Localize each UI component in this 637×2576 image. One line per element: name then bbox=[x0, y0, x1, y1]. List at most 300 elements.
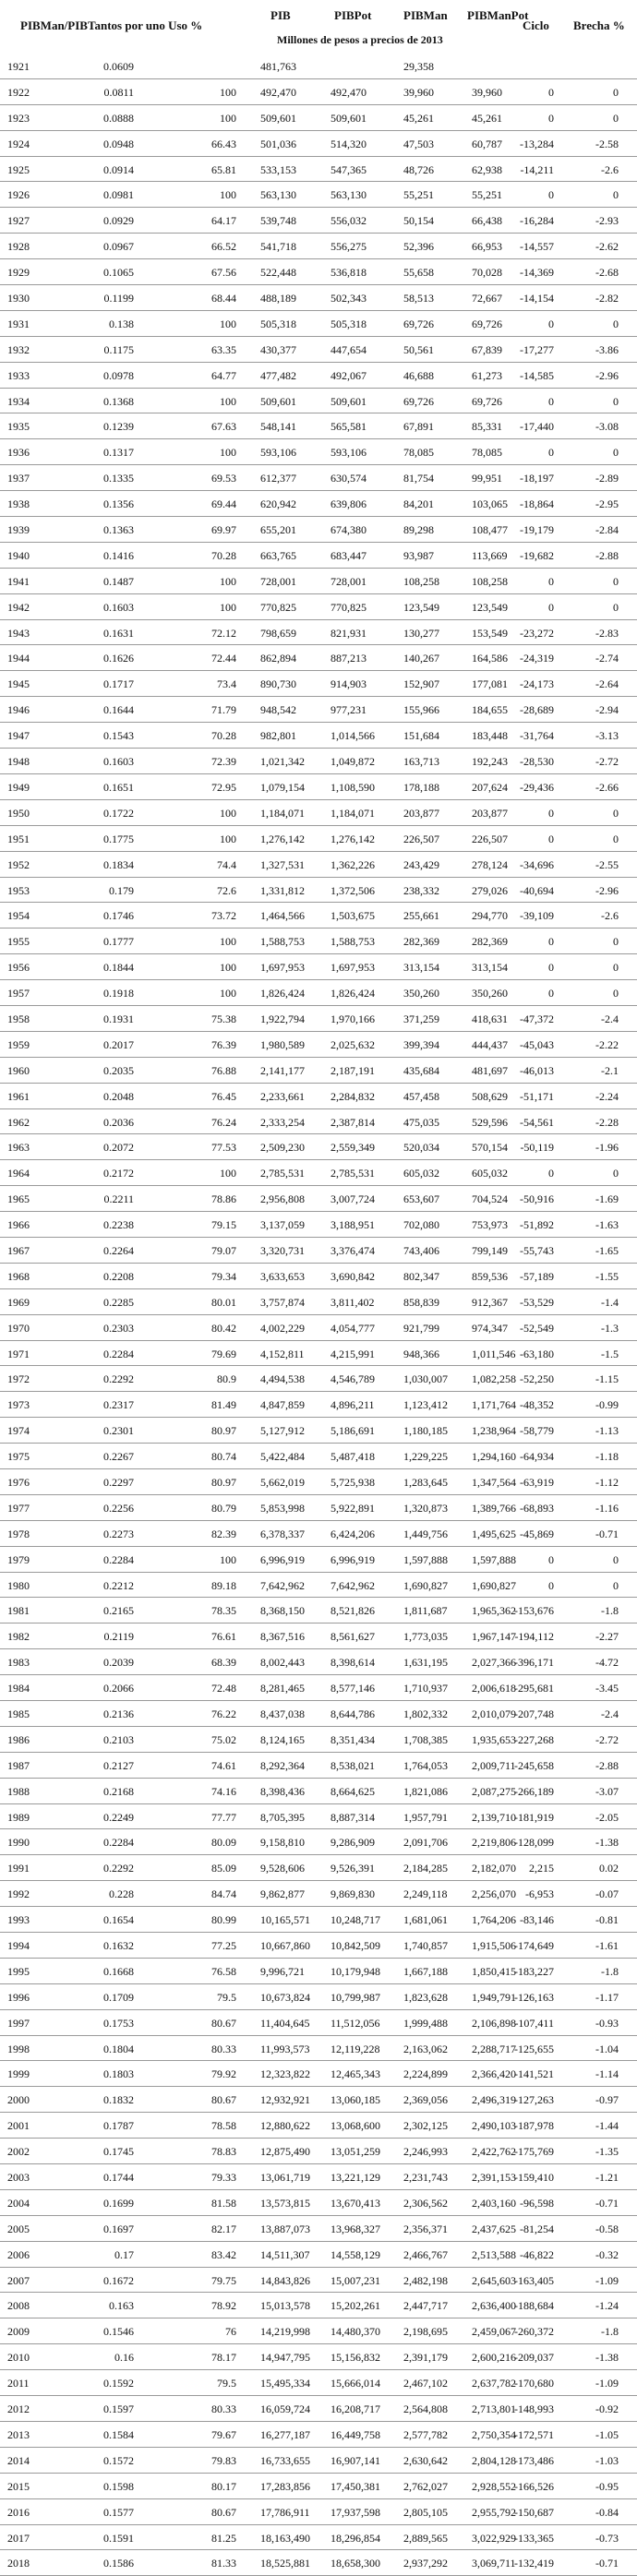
brecha-cell: 0 bbox=[613, 85, 619, 99]
brecha-cell: -3.07 bbox=[595, 1784, 619, 1798]
pibman-cell: 255,661 bbox=[403, 909, 439, 923]
uso-cell: 79.07 bbox=[211, 1243, 236, 1257]
pibpot-cell: 8,398,614 bbox=[331, 1656, 375, 1670]
pibman-cell: 203,877 bbox=[403, 806, 439, 820]
pibpot-cell: 563,130 bbox=[331, 188, 367, 202]
pibman-ratio-cell: 0.0967 bbox=[103, 240, 134, 254]
brecha-cell: 0 bbox=[613, 1167, 619, 1180]
year-cell: 1923 bbox=[7, 111, 30, 125]
pibman-cell: 178,188 bbox=[403, 780, 439, 794]
pib-cell: 563,130 bbox=[260, 188, 296, 202]
table-row bbox=[0, 2525, 637, 2551]
pibman-ratio-cell: 0.0981 bbox=[103, 188, 134, 202]
table-row bbox=[0, 157, 637, 183]
pib-cell: 18,525,881 bbox=[260, 2557, 310, 2570]
year-cell: 1989 bbox=[7, 1810, 30, 1824]
pibman-cell: 1,999,488 bbox=[403, 2016, 448, 2030]
ciclo-cell: 0 bbox=[548, 961, 554, 975]
pibman-ratio-cell: 0.2035 bbox=[103, 1063, 134, 1077]
brecha-cell: -3.86 bbox=[595, 342, 619, 356]
year-cell: 1997 bbox=[7, 2016, 30, 2030]
brecha-cell: -1.4 bbox=[601, 1295, 619, 1309]
pibman-ratio-cell: 0.1317 bbox=[103, 446, 134, 460]
pibmanpot-cell: 1,949,791 bbox=[472, 1990, 516, 2004]
pibmanpot-cell: 1,294,160 bbox=[472, 1450, 516, 1464]
pibpot-cell: 3,188,951 bbox=[331, 1218, 375, 1232]
pib-cell: 16,059,724 bbox=[260, 2402, 310, 2416]
year-cell: 1983 bbox=[7, 1656, 30, 1670]
pibman-ratio-cell: 0.1572 bbox=[103, 2453, 134, 2467]
ciclo-cell: -14,154 bbox=[520, 292, 554, 306]
year-cell: 1964 bbox=[7, 1167, 30, 1180]
pibman-ratio-cell: 0.2103 bbox=[103, 1732, 134, 1746]
pibpot-cell: 13,060,185 bbox=[331, 2093, 380, 2107]
table-row bbox=[0, 79, 637, 105]
pibmanpot-cell: 1,850,415 bbox=[472, 1964, 516, 1978]
pib-cell: 8,398,436 bbox=[260, 1784, 305, 1798]
pibpot-cell: 509,601 bbox=[331, 394, 367, 408]
pibpot-cell: 1,108,590 bbox=[331, 780, 375, 794]
pibman-cell: 1,811,687 bbox=[403, 1604, 448, 1618]
header-ciclo: Ciclo bbox=[523, 18, 549, 32]
pibman-ratio-cell: 0.2036 bbox=[103, 1115, 134, 1129]
brecha-cell: -1.15 bbox=[595, 1372, 619, 1386]
brecha-cell: -0.71 bbox=[595, 2557, 619, 2570]
ciclo-cell: -58,779 bbox=[520, 1424, 554, 1438]
header-pibman: PIBMan bbox=[403, 8, 448, 22]
table-row bbox=[0, 1779, 637, 1804]
brecha-cell: -1.3 bbox=[601, 1321, 619, 1335]
uso-cell: 76.88 bbox=[211, 1063, 236, 1077]
uso-cell: 79.34 bbox=[211, 1269, 236, 1283]
pibpot-cell: 13,221,129 bbox=[331, 2171, 380, 2185]
uso-cell: 77.25 bbox=[211, 1939, 236, 1953]
year-cell: 2005 bbox=[7, 2222, 30, 2235]
pibpot-cell: 447,654 bbox=[331, 342, 367, 356]
pibmanpot-cell: 2,366,420 bbox=[472, 2067, 516, 2081]
brecha-cell: -2.28 bbox=[595, 1115, 619, 1129]
pibmanpot-cell: 2,391,153 bbox=[472, 2171, 516, 2185]
pib-cell: 2,785,531 bbox=[260, 1167, 305, 1180]
brecha-cell: -0.92 bbox=[595, 2402, 619, 2416]
pibmanpot-cell: 183,448 bbox=[472, 729, 508, 743]
pibpot-cell: 505,318 bbox=[331, 317, 367, 330]
ciclo-cell: -128,099 bbox=[514, 1836, 554, 1850]
pibman-ratio-cell: 0.1603 bbox=[103, 600, 134, 614]
year-cell: 2015 bbox=[7, 2479, 30, 2493]
pib-cell: 477,482 bbox=[260, 368, 296, 382]
table-row bbox=[0, 2550, 637, 2576]
pibman-ratio-cell: 0.1586 bbox=[103, 2557, 134, 2570]
pibpot-cell: 3,690,842 bbox=[331, 1269, 375, 1283]
pibman-ratio-cell: 0.1834 bbox=[103, 857, 134, 871]
table-row bbox=[0, 1495, 637, 1521]
brecha-cell: -1.09 bbox=[595, 2377, 619, 2390]
ciclo-cell: 0 bbox=[548, 832, 554, 845]
pibman-ratio-cell: 0.2072 bbox=[103, 1141, 134, 1155]
ciclo-cell: -14,211 bbox=[520, 162, 554, 176]
table-row bbox=[0, 594, 637, 620]
table-row bbox=[0, 2448, 637, 2474]
pibmanpot-cell: 164,586 bbox=[472, 652, 508, 665]
uso-cell: 64.77 bbox=[211, 368, 236, 382]
brecha-cell: -2.89 bbox=[595, 472, 619, 485]
pib-cell: 2,333,254 bbox=[260, 1115, 305, 1129]
pibman-cell: 2,198,695 bbox=[403, 2325, 448, 2339]
year-cell: 1933 bbox=[7, 368, 30, 382]
uso-cell: 80.17 bbox=[211, 2479, 236, 2493]
uso-cell: 72.44 bbox=[211, 652, 236, 665]
brecha-cell: -2.1 bbox=[601, 1063, 619, 1077]
year-cell: 1972 bbox=[7, 1372, 30, 1386]
year-cell: 1944 bbox=[7, 652, 30, 665]
pib-cell: 522,448 bbox=[260, 266, 296, 280]
brecha-cell: -2.4 bbox=[601, 1012, 619, 1025]
uso-cell: 67.63 bbox=[211, 420, 236, 434]
brecha-cell: -1.35 bbox=[595, 2145, 619, 2159]
pibpot-cell: 14,558,129 bbox=[331, 2247, 380, 2261]
ciclo-cell: -40,694 bbox=[520, 883, 554, 897]
pibpot-cell: 2,785,531 bbox=[331, 1167, 375, 1180]
pibman-cell: 69,726 bbox=[403, 317, 434, 330]
year-cell: 1980 bbox=[7, 1578, 30, 1592]
uso-cell: 67.56 bbox=[211, 266, 236, 280]
table-row bbox=[0, 2370, 637, 2396]
pibman-ratio-cell: 0.1626 bbox=[103, 652, 134, 665]
uso-cell: 72.48 bbox=[211, 1682, 236, 1695]
year-cell: 1974 bbox=[7, 1424, 30, 1438]
year-cell: 1993 bbox=[7, 1913, 30, 1927]
pibpot-cell: 8,561,627 bbox=[331, 1630, 375, 1644]
ciclo-cell: 0 bbox=[548, 85, 554, 99]
table-row bbox=[0, 1366, 637, 1392]
uso-cell: 100 bbox=[220, 832, 236, 845]
brecha-cell: -1.55 bbox=[595, 1269, 619, 1283]
brecha-cell: -0.95 bbox=[595, 2479, 619, 2493]
year-cell: 2012 bbox=[7, 2402, 30, 2416]
pibman-cell: 921,799 bbox=[403, 1321, 439, 1335]
uso-cell: 85.09 bbox=[211, 1862, 236, 1875]
pibpot-cell: 556,032 bbox=[331, 214, 367, 228]
pibmanpot-cell: 1,082,258 bbox=[472, 1372, 516, 1386]
pibman-cell: 653,607 bbox=[403, 1192, 439, 1206]
ciclo-cell: -175,769 bbox=[514, 2145, 554, 2159]
pibmanpot-cell: 226,507 bbox=[472, 832, 508, 845]
ciclo-cell: -24,319 bbox=[520, 652, 554, 665]
pib-cell: 948,542 bbox=[260, 703, 296, 717]
table-row bbox=[0, 1598, 637, 1623]
pibmanpot-cell: 1,935,653 bbox=[472, 1732, 516, 1746]
pibman-ratio-cell: 0.1722 bbox=[103, 806, 134, 820]
brecha-cell: -0.32 bbox=[595, 2247, 619, 2261]
pibmanpot-cell: 481,697 bbox=[472, 1063, 508, 1077]
pib-cell: 6,378,337 bbox=[260, 1527, 305, 1540]
pibmanpot-cell: 55,251 bbox=[472, 188, 502, 202]
uso-cell: 77.53 bbox=[211, 1141, 236, 1155]
pib-cell: 548,141 bbox=[260, 420, 296, 434]
year-cell: 1947 bbox=[7, 729, 30, 743]
table-row bbox=[0, 2318, 637, 2344]
year-cell: 1924 bbox=[7, 137, 30, 150]
uso-cell: 82.17 bbox=[211, 2222, 236, 2235]
pib-cell: 3,757,874 bbox=[260, 1295, 305, 1309]
ciclo-cell: 0 bbox=[548, 111, 554, 125]
table-row bbox=[0, 929, 637, 954]
ciclo-cell: 0 bbox=[548, 600, 554, 614]
pibman-cell: 1,449,756 bbox=[403, 1527, 448, 1540]
pibman-cell: 50,561 bbox=[403, 342, 434, 356]
brecha-cell: -0.99 bbox=[595, 1398, 619, 1412]
year-cell: 1969 bbox=[7, 1295, 30, 1309]
ciclo-cell: -6,953 bbox=[525, 1887, 554, 1901]
pibman-cell: 2,369,056 bbox=[403, 2093, 448, 2107]
year-cell: 1950 bbox=[7, 806, 30, 820]
pibman-cell: 1,283,645 bbox=[403, 1475, 448, 1489]
uso-cell: 80.33 bbox=[211, 2402, 236, 2416]
uso-cell: 80.01 bbox=[211, 1295, 236, 1309]
ciclo-cell: -183,227 bbox=[514, 1964, 554, 1978]
ciclo-cell: -153,676 bbox=[514, 1604, 554, 1618]
year-cell: 1922 bbox=[7, 85, 30, 99]
pibman-cell: 84,201 bbox=[403, 497, 434, 511]
pibmanpot-cell: 2,637,782 bbox=[472, 2377, 516, 2390]
pibmanpot-cell: 2,713,801 bbox=[472, 2402, 516, 2416]
pibmanpot-cell: 1,764,206 bbox=[472, 1913, 516, 1927]
brecha-cell: -1.65 bbox=[595, 1243, 619, 1257]
brecha-cell: -1.38 bbox=[595, 1836, 619, 1850]
table-row bbox=[0, 131, 637, 157]
pibman-cell: 108,258 bbox=[403, 574, 439, 588]
pibman-cell: 1,802,332 bbox=[403, 1707, 448, 1720]
uso-cell: 72.12 bbox=[211, 626, 236, 640]
pibman-cell: 605,032 bbox=[403, 1167, 439, 1180]
pibman-cell: 1,123,412 bbox=[403, 1398, 448, 1412]
pib-cell: 14,947,795 bbox=[260, 2351, 310, 2365]
pib-cell: 8,292,364 bbox=[260, 1758, 305, 1772]
pib-cell: 2,141,177 bbox=[260, 1063, 305, 1077]
pibpot-cell: 556,275 bbox=[331, 240, 367, 254]
pibmanpot-cell: 704,524 bbox=[472, 1192, 508, 1206]
table-row bbox=[0, 234, 637, 259]
pib-cell: 492,470 bbox=[260, 85, 296, 99]
pibmanpot-cell: 313,154 bbox=[472, 961, 508, 975]
pibpot-cell: 1,014,566 bbox=[331, 729, 375, 743]
brecha-cell: 0 bbox=[613, 600, 619, 614]
pibman-ratio-cell: 0.1065 bbox=[103, 266, 134, 280]
pib-cell: 798,659 bbox=[260, 626, 296, 640]
pib-cell: 509,601 bbox=[260, 394, 296, 408]
pibpot-cell: 8,351,434 bbox=[331, 1732, 375, 1746]
pibman-cell: 743,406 bbox=[403, 1243, 439, 1257]
ciclo-cell: -34,696 bbox=[520, 857, 554, 871]
pibmanpot-cell: 2,459,067 bbox=[472, 2325, 516, 2339]
uso-cell: 74.61 bbox=[211, 1758, 236, 1772]
pibman-ratio-cell: 0.1931 bbox=[103, 1012, 134, 1025]
table-row bbox=[0, 954, 637, 980]
brecha-cell: -3.08 bbox=[595, 420, 619, 434]
pibman-cell: 313,154 bbox=[403, 961, 439, 975]
ciclo-cell: -295,681 bbox=[514, 1682, 554, 1695]
year-cell: 1965 bbox=[7, 1192, 30, 1206]
uso-cell: 78.83 bbox=[211, 2145, 236, 2159]
year-cell: 1971 bbox=[7, 1347, 30, 1360]
pibmanpot-cell: 67,839 bbox=[472, 342, 502, 356]
pibman-cell: 226,507 bbox=[403, 832, 439, 845]
year-cell: 1959 bbox=[7, 1037, 30, 1051]
pibmanpot-cell: 72,667 bbox=[472, 292, 502, 306]
uso-cell: 69.97 bbox=[211, 523, 236, 537]
pibman-ratio-cell: 0.1597 bbox=[103, 2402, 134, 2416]
uso-cell: 100 bbox=[220, 574, 236, 588]
pib-cell: 13,061,719 bbox=[260, 2171, 310, 2185]
ciclo-cell: -19,682 bbox=[520, 548, 554, 562]
pib-cell: 728,001 bbox=[260, 574, 296, 588]
table-row bbox=[0, 1109, 637, 1135]
uso-cell: 76.22 bbox=[211, 1707, 236, 1720]
year-cell: 1934 bbox=[7, 394, 30, 408]
year-cell: 2001 bbox=[7, 2119, 30, 2133]
pibman-cell: 67,891 bbox=[403, 420, 434, 434]
table-row bbox=[0, 2164, 637, 2190]
uso-cell: 100 bbox=[220, 806, 236, 820]
pibpot-cell: 5,186,691 bbox=[331, 1424, 375, 1438]
ciclo-cell: -68,893 bbox=[520, 1501, 554, 1515]
pib-cell: 539,748 bbox=[260, 214, 296, 228]
pibman-cell: 457,458 bbox=[403, 1089, 439, 1103]
pibman-ratio-cell: 0.2317 bbox=[103, 1398, 134, 1412]
pibpot-cell: 502,343 bbox=[331, 292, 367, 306]
pib-cell: 5,422,484 bbox=[260, 1450, 305, 1464]
uso-cell: 80.74 bbox=[211, 1450, 236, 1464]
pibpot-cell: 15,007,231 bbox=[331, 2273, 380, 2287]
pibmanpot-cell: 153,549 bbox=[472, 626, 508, 640]
pibman-ratio-cell: 0.2172 bbox=[103, 1167, 134, 1180]
ciclo-cell: -46,013 bbox=[520, 1063, 554, 1077]
pibpot-cell: 536,818 bbox=[331, 266, 367, 280]
brecha-cell: -2.72 bbox=[595, 1732, 619, 1746]
ciclo-cell: -194,112 bbox=[514, 1630, 554, 1644]
year-cell: 1936 bbox=[7, 446, 30, 460]
pibman-cell: 52,396 bbox=[403, 240, 434, 254]
table-row bbox=[0, 1032, 637, 1058]
pib-cell: 14,219,998 bbox=[260, 2325, 310, 2339]
ciclo-cell: -16,284 bbox=[520, 214, 554, 228]
pibman-cell: 81,754 bbox=[403, 472, 434, 485]
pibman-cell: 702,080 bbox=[403, 1218, 439, 1232]
pibmanpot-cell: 1,238,964 bbox=[472, 1424, 516, 1438]
brecha-cell: -1.5 bbox=[601, 1347, 619, 1360]
brecha-cell: -1.38 bbox=[595, 2351, 619, 2365]
table-row bbox=[0, 1675, 637, 1701]
brecha-cell: -2.82 bbox=[595, 292, 619, 306]
uso-cell: 71.79 bbox=[211, 703, 236, 717]
brecha-cell: 0 bbox=[613, 574, 619, 588]
pibpot-cell: 17,450,381 bbox=[331, 2479, 380, 2493]
pibpot-cell: 2,025,632 bbox=[331, 1037, 375, 1051]
brecha-cell: -2.66 bbox=[595, 780, 619, 794]
pib-cell: 12,875,490 bbox=[260, 2145, 310, 2159]
table-row bbox=[0, 363, 637, 389]
ciclo-cell: -260,372 bbox=[514, 2325, 554, 2339]
brecha-cell: -1.96 bbox=[595, 1141, 619, 1155]
pibpot-cell: 1,276,142 bbox=[331, 832, 375, 845]
uso-cell: 100 bbox=[220, 317, 236, 330]
uso-cell: 80.79 bbox=[211, 1501, 236, 1515]
ciclo-cell: -81,254 bbox=[520, 2222, 554, 2235]
pib-cell: 1,021,342 bbox=[260, 755, 305, 769]
pib-cell: 10,165,571 bbox=[260, 1913, 310, 1927]
pib-cell: 1,079,154 bbox=[260, 780, 305, 794]
pib-cell: 1,588,753 bbox=[260, 935, 305, 949]
pibman-cell: 1,597,888 bbox=[403, 1552, 448, 1566]
pibman-ratio-cell: 0.1803 bbox=[103, 2067, 134, 2081]
year-cell: 2003 bbox=[7, 2171, 30, 2185]
pibpot-cell: 2,559,349 bbox=[331, 1141, 375, 1155]
year-cell: 1955 bbox=[7, 935, 30, 949]
brecha-cell: -1.03 bbox=[595, 2453, 619, 2467]
uso-cell: 79.83 bbox=[211, 2453, 236, 2467]
table-row bbox=[0, 517, 637, 543]
pibman-ratio-cell: 0.1584 bbox=[103, 2427, 134, 2441]
year-cell: 1943 bbox=[7, 626, 30, 640]
table-row bbox=[0, 826, 637, 852]
pib-cell: 4,847,859 bbox=[260, 1398, 305, 1412]
pibman-ratio-cell: 0.0948 bbox=[103, 137, 134, 150]
pibmanpot-cell: 108,258 bbox=[472, 574, 508, 588]
ciclo-cell: 0 bbox=[548, 987, 554, 1000]
ciclo-cell: -83,146 bbox=[520, 1913, 554, 1927]
pibman-ratio-cell: 0.1335 bbox=[103, 472, 134, 485]
ciclo-cell: -31,764 bbox=[520, 729, 554, 743]
pibmanpot-cell: 3,069,711 bbox=[472, 2557, 516, 2570]
table-row bbox=[0, 2113, 637, 2139]
pibpot-cell: 1,826,424 bbox=[331, 987, 375, 1000]
pib-cell: 9,862,877 bbox=[260, 1887, 305, 1901]
pibmanpot-cell: 418,631 bbox=[472, 1012, 508, 1025]
ciclo-cell: -52,549 bbox=[520, 1321, 554, 1335]
ciclo-cell: -227,268 bbox=[514, 1732, 554, 1746]
pibman-ratio-cell: 0.1651 bbox=[103, 780, 134, 794]
table-row bbox=[0, 2499, 637, 2525]
brecha-cell: -0.93 bbox=[595, 2016, 619, 2030]
uso-cell: 65.81 bbox=[211, 162, 236, 176]
year-cell: 2002 bbox=[7, 2145, 30, 2159]
table-row bbox=[0, 1855, 637, 1881]
year-cell: 2010 bbox=[7, 2351, 30, 2365]
pibman-cell: 2,466,767 bbox=[403, 2247, 448, 2261]
ciclo-cell: -18,864 bbox=[520, 497, 554, 511]
uso-cell: 89.18 bbox=[211, 1578, 236, 1592]
pibpot-cell: 1,362,226 bbox=[331, 857, 375, 871]
pibmanpot-cell: 2,027,366 bbox=[472, 1656, 516, 1670]
uso-cell: 100 bbox=[220, 188, 236, 202]
brecha-cell: 0 bbox=[613, 446, 619, 460]
pib-cell: 541,718 bbox=[260, 240, 296, 254]
ciclo-cell: -188,684 bbox=[514, 2299, 554, 2313]
pib-cell: 7,642,962 bbox=[260, 1578, 305, 1592]
pibpot-cell: 15,156,832 bbox=[331, 2351, 380, 2365]
year-cell: 1926 bbox=[7, 188, 30, 202]
brecha-cell: -2.93 bbox=[595, 214, 619, 228]
pibman-ratio-cell: 0.1745 bbox=[103, 2145, 134, 2159]
ciclo-cell: -141,521 bbox=[514, 2067, 554, 2081]
pibpot-cell: 4,896,211 bbox=[331, 1398, 375, 1412]
brecha-cell: -0.58 bbox=[595, 2222, 619, 2235]
uso-cell: 81.25 bbox=[211, 2531, 236, 2545]
year-cell: 1985 bbox=[7, 1707, 30, 1720]
pibpot-cell: 1,588,753 bbox=[331, 935, 375, 949]
pibpot-cell: 15,202,261 bbox=[331, 2299, 380, 2313]
